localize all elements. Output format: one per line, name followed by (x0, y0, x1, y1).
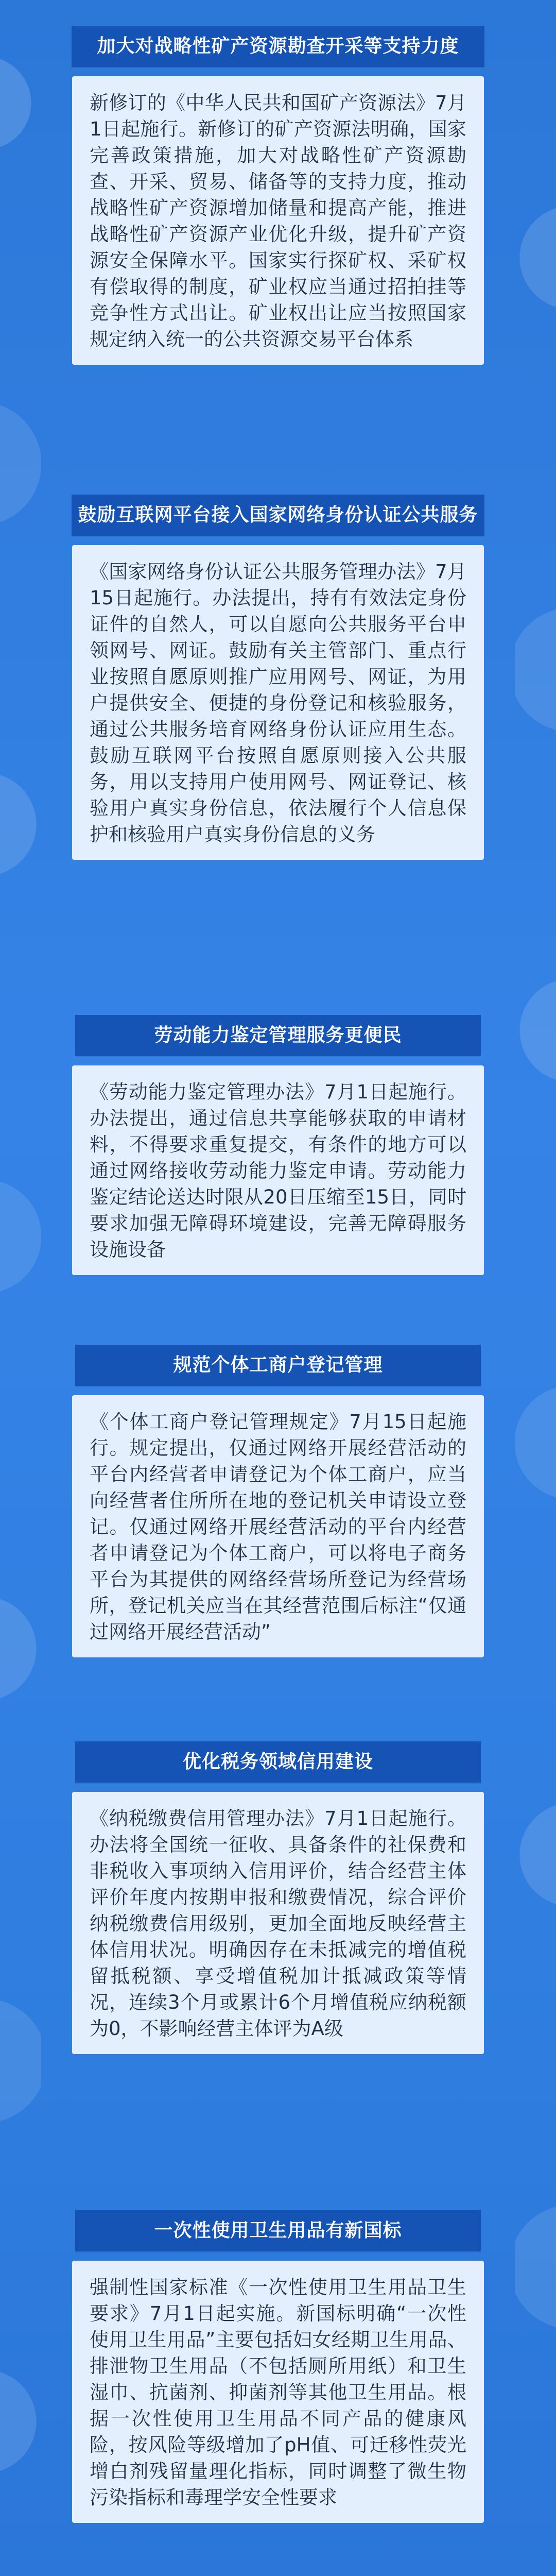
section-title: 劳动能力鉴定管理服务更便民 (75, 1015, 481, 1056)
section-body: 强制性国家标准《一次性使用卫生用品卫生要求》7月1日起实施。新国标明确“一次性使用卫生用品”主要包括妇女经期卫生用品、排泄物卫生用品（不包括厕所用纸）和卫生湿巾、抗菌剂、抑菌剂等其他卫生用品。根据一次性使用卫生用品不同产品的健康风险，按风险等级增加了pH值、可迁移性荧光增白剂残留量理化指标，同时调整了微生物污染指标和毒理学安全性要求 (90, 2276, 466, 2509)
section-title: 规范个体工商户登记管理 (75, 1345, 481, 1386)
section-body: 《纳税缴费信用管理办法》7月1日起施行。办法将全国统一征收、具备条件的社保费和非税收入事项纳入信用评价，结合经营主体评价年度内按期申报和缴费情况，综合评价纳税缴费信用级别，更加全面地反映经营主体信用状况。明确因存在未抵减完的增值税留抵税额、享受增值税加计抵减政策等情况，连续3个月或累计6个月增值税应纳税额为0，不影响经营主体评为A级 (90, 1807, 466, 2040)
section-individual-business (0, 1345, 556, 1657)
section-card (72, 545, 484, 860)
section-title: 一次性使用卫生用品有新国标 (75, 2210, 481, 2251)
section-tax-credit (0, 1741, 556, 2054)
section-card (72, 2261, 484, 2523)
section-title: 加大对战略性矿产资源勘查开采等支持力度 (72, 26, 484, 67)
section-card (72, 1395, 484, 1657)
right-decoration (515, 0, 556, 2576)
section-mineral-resources (0, 26, 556, 365)
section-card (72, 1792, 484, 2054)
section-card (72, 1065, 484, 1275)
section-card (72, 76, 484, 365)
section-hygiene-products (0, 2210, 556, 2523)
left-decoration (0, 0, 41, 2576)
section-title: 鼓励互联网平台接入国家网络身份认证公共服务 (72, 495, 484, 536)
section-body: 新修订的《中华人民共和国矿产资源法》7月1日起施行。新修订的矿产资源法明确，国家完善政策措施，加大对战略性矿产资源勘查、开采、贸易、储备等的支持力度，推动战略性矿产资源增加储量和提高产能，推进战略性矿产资源产业优化升级，提升矿产资源安全保障水平。国家实行探矿权、采矿权有偿取得的制度，矿业权应当通过招拍挂等竞争性方式出让。矿业权出让应当按照国家规定纳入统一的公共资源交易平台体系 (90, 92, 466, 350)
section-network-identity (0, 495, 556, 860)
section-title: 优化税务领域信用建设 (75, 1741, 481, 1783)
section-body: 《个体工商户登记管理规定》7月15日起施行。规定提出，仅通过网络开展经营活动的平台内经营者申请登记为个体工商户，应当向经营者住所所在地的登记机关申请设立登记。仅通过网络开展经营活动的平台内经营者申请登记为个体工商户，可以将电子商务平台为其提供的网络经营场所登记为经营场所，登记机关应当在其经营范围后标注“仅通过网络开展经营活动” (90, 1411, 466, 1643)
section-body: 《劳动能力鉴定管理办法》7月1日起施行。办法提出，通过信息共享能够获取的申请材料，不得要求重复提交，有条件的地方可以通过网络接收劳动能力鉴定申请。劳动能力鉴定结论送达时限从20日压缩至15日，同时要求加强无障碍环境建设，完善无障碍服务设施设备 (90, 1081, 466, 1261)
section-body: 《国家网络身份认证公共服务管理办法》7月15日起施行。办法提出，持有有效法定身份证件的自然人，可以自愿向公共服务平台申领网号、网证。鼓励有关主管部门、重点行业按照自愿原则推广应用网号、网证，为用户提供安全、便捷的身份登记和核验服务，通过公共服务培育网络身份认证应用生态。鼓励互联网平台按照自愿原则接入公共服务，用以支持用户使用网号、网证登记、核验用户真实身份信息，依法履行个人信息保护和核验用户真实身份信息的义务 (90, 561, 466, 845)
section-labor-capacity (0, 1015, 556, 1275)
